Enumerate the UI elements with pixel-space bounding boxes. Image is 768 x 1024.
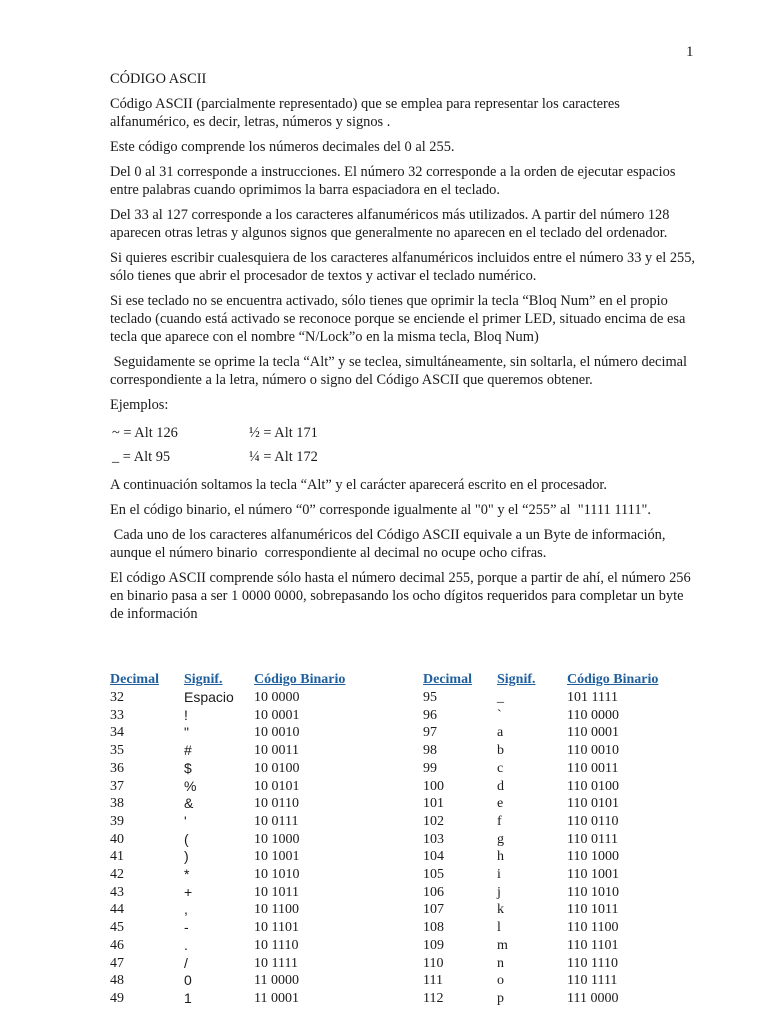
cell-binary: 110 1011 [567,902,619,918]
cell-signif: ` [497,707,502,723]
cell-signif: 0 [184,972,192,989]
cell-decimal: 111 [423,973,443,989]
cell-binary: 10 1101 [254,920,299,936]
cell-decimal: 38 [110,796,124,812]
table-row [423,937,697,955]
cell-signif: ! [184,706,188,723]
example-item: ¼ = Alt 172 [249,449,318,465]
cell-decimal: 47 [110,955,124,971]
column-header-binary: Código Binario [567,672,659,687]
cell-decimal: 97 [423,725,437,741]
cell-decimal: 102 [423,813,444,829]
cell-binary: 110 1100 [567,920,619,936]
cell-decimal: 96 [423,707,437,723]
table-row [110,955,384,973]
cell-binary: 10 0110 [254,796,299,812]
cell-decimal: 44 [110,902,124,918]
table-row [423,707,697,725]
cell-binary: 10 0111 [254,813,299,829]
cell-signif: " [184,724,189,741]
cell-decimal: 33 [110,707,124,723]
cell-decimal: 37 [110,778,124,794]
cell-signif: ( [184,830,189,847]
cell-decimal: 42 [110,867,124,883]
paragraph: Seguidamente se oprime la tecla “Alt” y se teclea, simultáneamente, sin soltarla, el número decimal correspondiente a la letra, número o signo del Código ASCII que queremos obtener. [110,354,691,388]
cell-signif: b [497,743,504,759]
table-row [110,919,384,937]
cell-signif: c [497,760,504,776]
table-row [110,813,384,831]
example-row [110,421,700,445]
table-row [110,990,384,1008]
table-row [110,760,384,778]
cell-binary: 110 0010 [567,743,619,759]
cell-binary: 111 0000 [567,990,619,1006]
cell-signif: m [497,937,508,953]
column-header-decimal: Decimal [423,672,472,687]
cell-binary: 110 0111 [567,831,618,847]
paragraph: Este código comprende los números decimales del 0 al 255. [110,139,455,155]
table-row [110,831,384,849]
example-row [110,445,700,469]
cell-signif: d [497,778,504,794]
cell-binary: 10 1011 [254,884,299,900]
table-row [423,689,697,707]
cell-signif: + [184,883,193,900]
table-row [110,778,384,796]
cell-binary: 10 1010 [254,867,300,883]
cell-decimal: 110 [423,955,444,971]
cell-signif: _ [497,690,504,705]
cell-decimal: 112 [423,990,444,1006]
cell-binary: 110 1001 [567,867,619,883]
table-header-row [423,670,697,689]
table-header-row [110,670,384,689]
cell-binary: 110 1000 [567,849,619,865]
cell-decimal: 43 [110,884,124,900]
table-row [423,742,697,760]
table-row [110,972,384,990]
cell-binary: 110 0011 [567,760,619,776]
cell-signif: . [184,936,188,953]
table-row [110,848,384,866]
cell-binary: 10 0011 [254,743,299,759]
cell-binary: 10 0101 [254,778,300,794]
cell-signif: ) [184,848,189,865]
cell-decimal: 34 [110,725,124,741]
cell-binary: 11 0001 [254,990,299,1006]
cell-decimal: 45 [110,920,124,936]
cell-decimal: 105 [423,867,444,883]
paragraph: En el código binario, el número “0” corresponde igualmente al "0" y el “255” al "1111 1111". [110,502,651,518]
cell-binary: 101 1111 [567,690,618,705]
cell-signif: n [497,955,504,971]
cell-decimal: 32 [110,690,124,705]
cell-binary: 110 1101 [567,937,619,953]
table-row [423,778,697,796]
table-row [110,937,384,955]
cell-decimal: 95 [423,690,437,705]
cell-signif: % [184,777,197,794]
paragraph: Si ese teclado no se encuentra activado, sólo tienes que oprimir la tecla “Bloq Num” en el propio teclado (cuando está activado se reconoce porque se enciende el primer LED, situado encima de esa tecla que aparece con el nombre “N/Lock”o en la misma tecla, Bloq Num) [110,293,686,345]
table-row [110,742,384,760]
cell-binary: 110 0100 [567,778,619,794]
cell-binary: 110 1111 [567,973,618,989]
document-title: CÓDIGO ASCII [110,71,207,87]
cell-decimal: 108 [423,920,444,936]
column-header-signif: Signif. [184,672,223,687]
cell-signif: l [497,920,501,936]
ascii-table-left [110,670,384,1008]
paragraph: Del 0 al 31 corresponde a instrucciones. El número 32 corresponde a la orden de ejecutar espacios entre palabras cuando oprimimos la barra espaciadora en el teclado. [110,164,676,198]
paragraph: Ejemplos: [110,397,169,413]
cell-binary: 11 0000 [254,973,299,989]
ascii-tables [110,670,710,1010]
example-item: _ = Alt 95 [112,449,171,465]
cell-signif: 1 [184,989,192,1006]
paragraph: El código ASCII comprende sólo hasta el número decimal 255, porque a partir de ahí, el número 256 en binario pasa a ser 1 0000 0000, sobrepasando los ocho dígitos requeridos para completar un byte de información [110,570,691,622]
cell-binary: 10 1111 [254,955,298,971]
table-body-left [110,689,384,1008]
cell-signif: i [497,867,501,883]
cell-decimal: 99 [423,760,437,776]
table-row [423,795,697,813]
cell-decimal: 101 [423,796,444,812]
cell-decimal: 103 [423,831,444,847]
cell-signif: $ [184,759,192,776]
cell-signif: ' [184,812,187,829]
paragraph: A continuación soltamos la tecla “Alt” y el carácter aparecerá escrito en el procesador. [110,477,608,493]
cell-signif: / [184,954,188,971]
table-row [423,866,697,884]
cell-binary: 10 1001 [254,849,300,865]
cell-decimal: 48 [110,973,124,989]
cell-signif: p [497,990,504,1006]
table-row [423,848,697,866]
column-header-binary: Código Binario [254,672,346,687]
cell-binary: 110 0000 [567,707,619,723]
cell-binary: 10 0001 [254,707,300,723]
ascii-table-right [423,670,697,1008]
cell-signif: # [184,742,192,759]
example-item: ½ = Alt 171 [249,425,318,441]
table-row [423,919,697,937]
page-number: 1 [686,44,694,60]
column-header-decimal: Decimal [110,672,159,687]
cell-binary: 110 0101 [567,796,619,812]
document-body [110,70,700,630]
cell-decimal: 46 [110,937,124,953]
cell-signif: , [184,901,188,918]
table-row [423,724,697,742]
cell-decimal: 49 [110,990,124,1006]
cell-decimal: 106 [423,884,444,900]
example-item: ~ = Alt 126 [112,425,178,441]
table-row [423,955,697,973]
cell-decimal: 40 [110,831,124,847]
paragraph: Del 33 al 127 corresponde a los caracteres alfanuméricos más utilizados. A partir del número 128 aparecen otras letras y algunos signos que generalmente no aparecen en el teclado del ordenador. [110,207,670,241]
table-row [423,760,697,778]
paragraph: Si quieres escribir cualesquiera de los caracteres alfanuméricos incluidos entre el número 33 y el 255, sólo tienes que abrir el procesador de textos y activar el teclado numérico. [110,250,695,284]
table-row [110,901,384,919]
cell-signif: f [497,813,502,829]
table-row [110,689,384,707]
cell-signif: Espacio [184,689,234,705]
table-row [423,972,697,990]
table-row [110,707,384,725]
cell-signif: o [497,973,504,989]
cell-binary: 110 0110 [567,813,619,829]
table-row [423,813,697,831]
table-row [110,795,384,813]
cell-binary: 10 0010 [254,725,300,741]
table-row [423,901,697,919]
table-row [423,990,697,1008]
table-row [423,831,697,849]
examples-list [110,421,700,469]
paragraph: Código ASCII (parcialmente representado) que se emplea para representar los caracteres alfanumérico, es decir, letras, números y signos . [110,96,620,130]
cell-binary: 10 0000 [254,690,300,705]
cell-signif: - [184,919,189,936]
cell-binary: 10 1110 [254,937,299,953]
cell-decimal: 107 [423,902,444,918]
cell-signif: * [184,866,190,883]
cell-binary: 110 1010 [567,884,619,900]
cell-decimal: 35 [110,743,124,759]
cell-signif: h [497,849,504,865]
table-row [110,724,384,742]
cell-signif: a [497,725,504,741]
cell-decimal: 100 [423,778,444,794]
cell-signif: j [497,884,501,900]
cell-signif: g [497,831,504,847]
cell-decimal: 39 [110,813,124,829]
table-row [110,866,384,884]
paragraph: Cada uno de los caracteres alfanuméricos del Código ASCII equivale a un Byte de información, aunque el número binario correspondiente al decimal no ocupe ocho cifras. [110,527,670,561]
cell-signif: e [497,796,504,812]
cell-decimal: 104 [423,849,444,865]
table-row [110,884,384,902]
cell-signif: k [497,902,504,918]
table-body-right [423,689,697,1008]
column-header-signif: Signif. [497,672,536,687]
cell-decimal: 41 [110,849,124,865]
cell-signif: & [184,795,194,812]
cell-binary: 110 0001 [567,725,619,741]
cell-binary: 10 1000 [254,831,300,847]
cell-decimal: 36 [110,760,124,776]
cell-binary: 110 1110 [567,955,618,971]
cell-decimal: 109 [423,937,444,953]
cell-binary: 10 0100 [254,760,300,776]
table-row [423,884,697,902]
cell-decimal: 98 [423,743,437,759]
cell-binary: 10 1100 [254,902,299,918]
